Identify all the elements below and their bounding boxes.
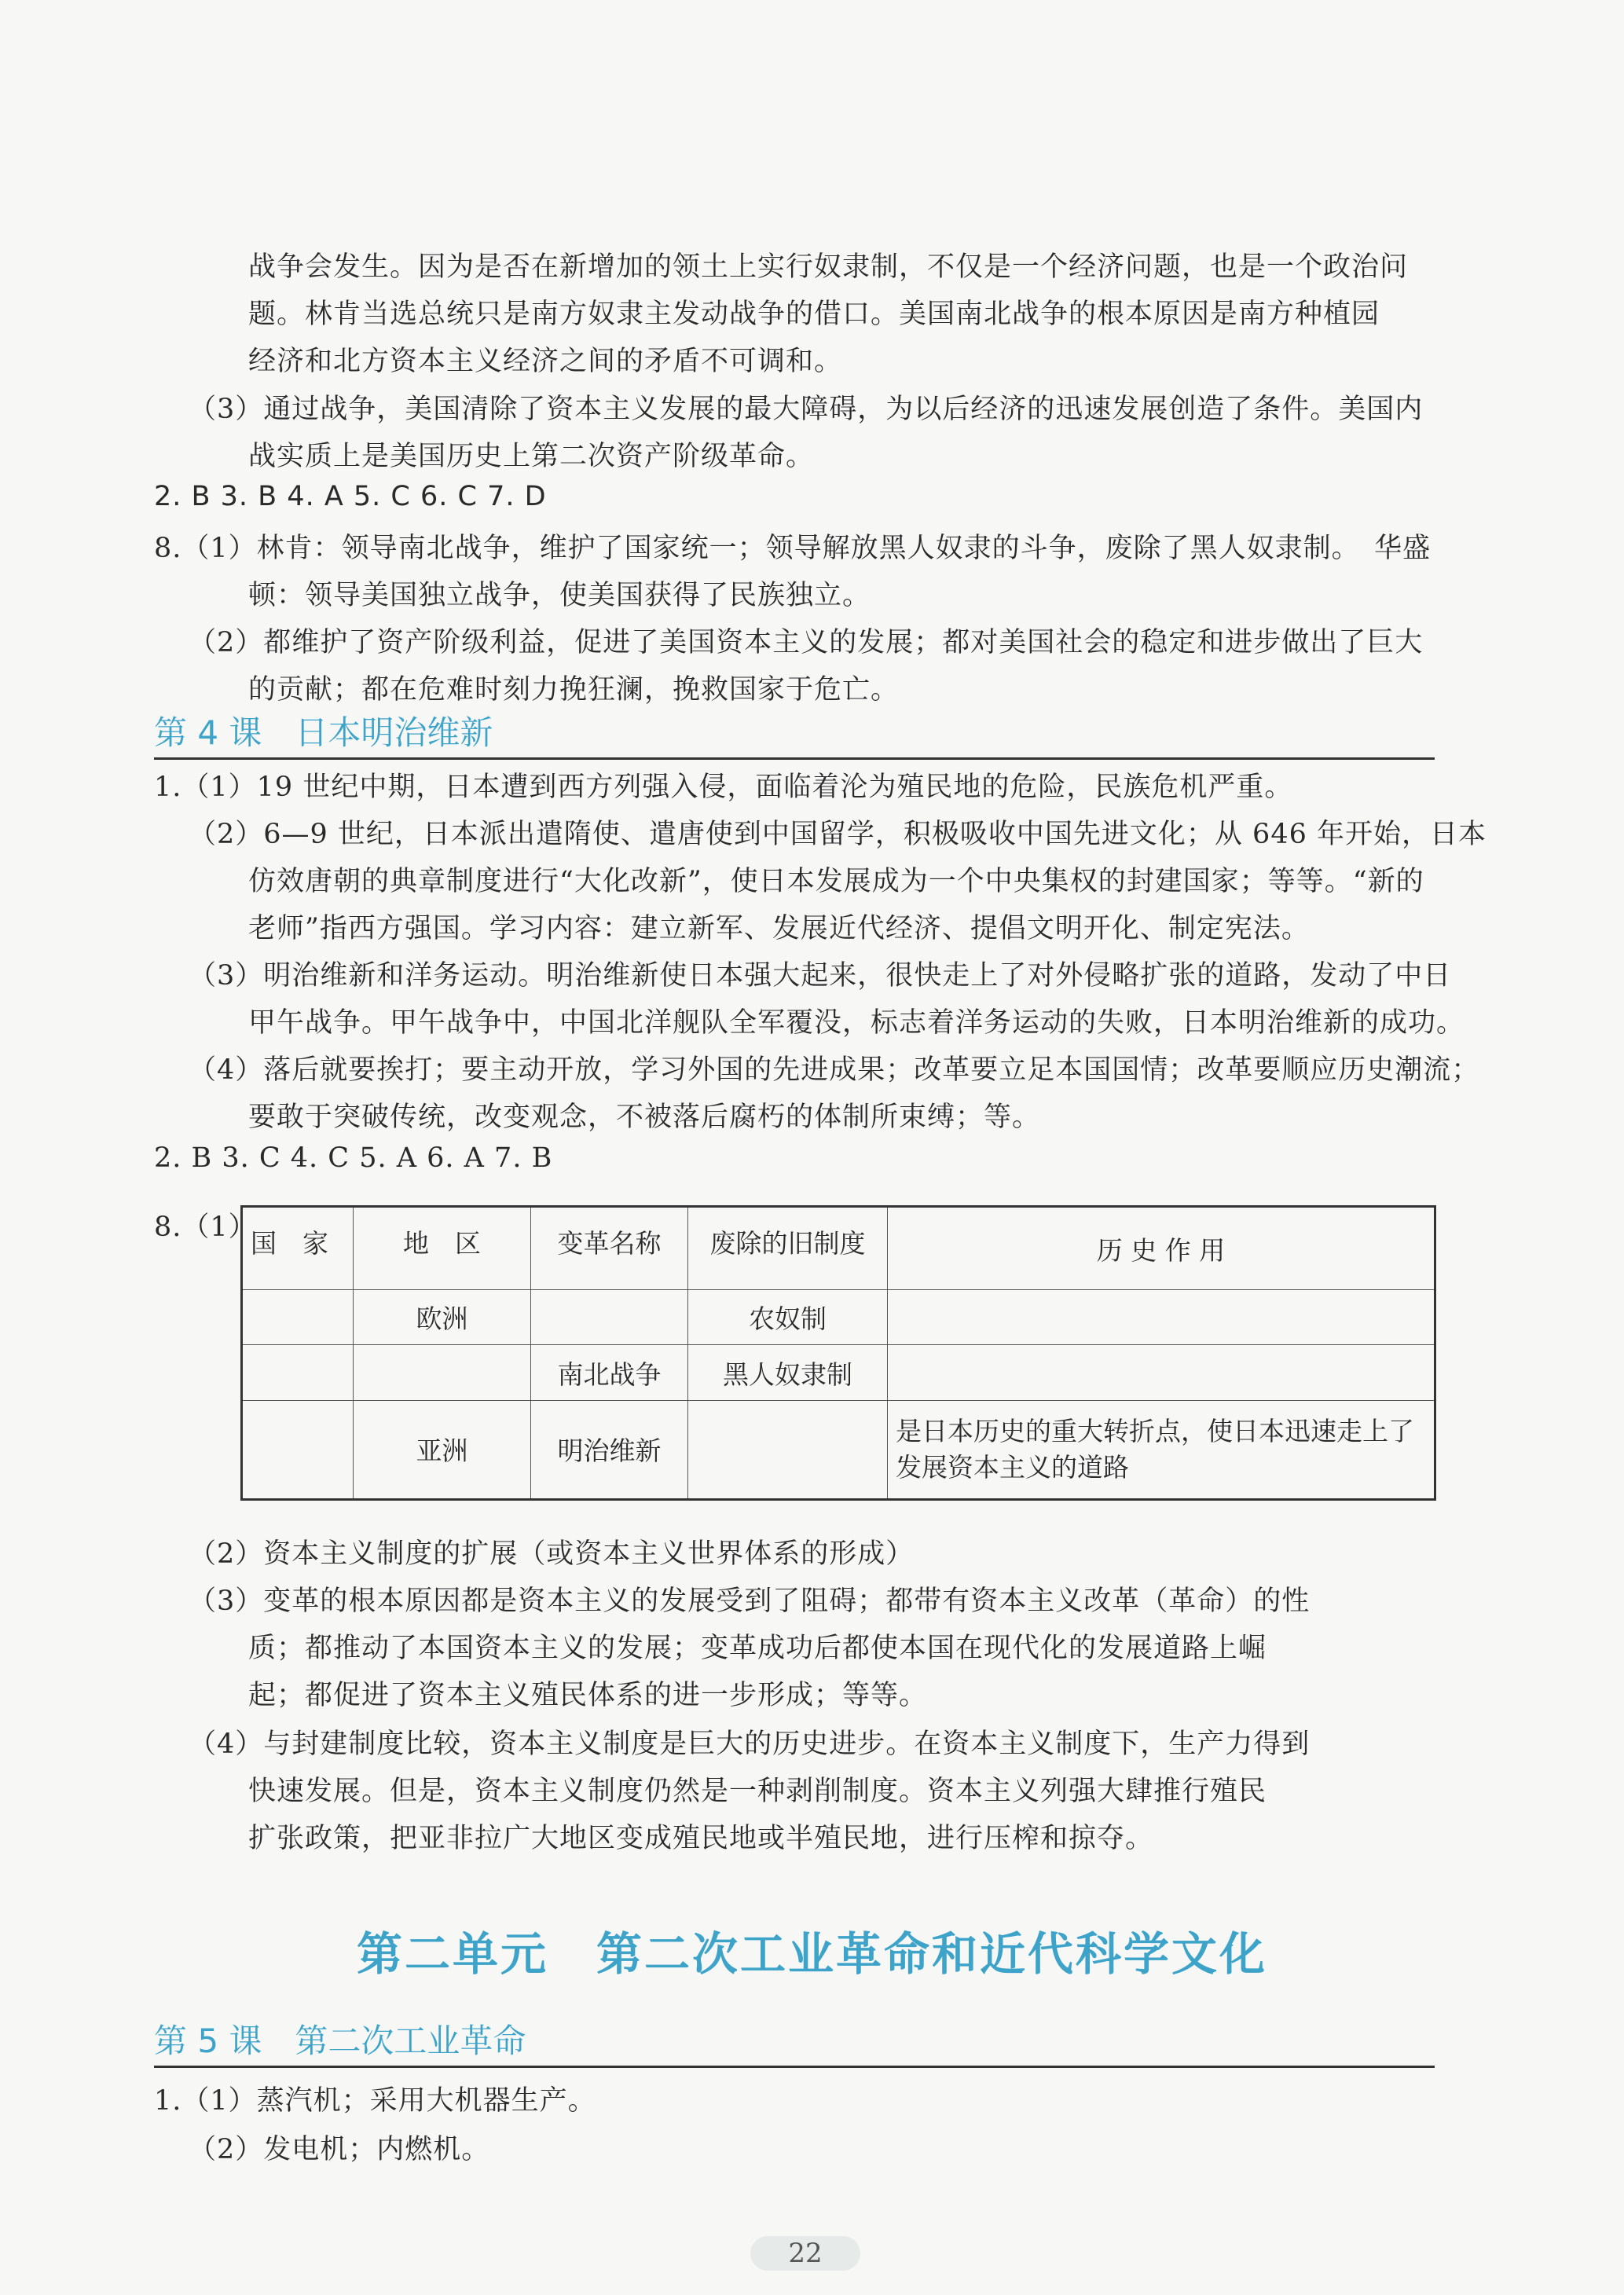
text-line: （2）发电机；内燃机。 [189,2134,490,2165]
text-line: 8.（1）林肯：领导南北战争，维护了国家统一；领导解放黑人奴隶的斗争，废除了黑人奴隶制。 华盛 [154,533,1432,564]
table-cell [242,1345,354,1400]
mc-answers: 2. B 3. C 4. C 5. A 6. A 7. B [154,1142,553,1174]
text-line: 经济和北方资本主义经济之间的矛盾不可调和。 [248,346,843,377]
text-line: （2）都维护了资产阶级利益，促进了美国资本主义的发展；都对美国社会的稳定和进步做出了巨大 [189,627,1424,658]
table-cell [354,1345,531,1400]
text-line: （4）与封建制度比较，资本主义制度是巨大的历史进步。在资本主义制度下，生产力得到 [189,1729,1311,1760]
text-line: （2）6—9 世纪，日本派出遣隋使、遣唐使到中国留学，积极吸收中国先进文化；从 646 年开始，日本 [189,819,1487,850]
lesson-4-heading: 第 4 课 日本明治维新 [154,707,1435,760]
table-cell [242,1290,354,1345]
table-cell: 欧洲 [354,1290,531,1345]
text-line: 扩张政策，把亚非拉广大地区变成殖民地或半殖民地，进行压榨和掠夺。 [248,1823,1154,1854]
text-line: （3）变革的根本原因都是资本主义的发展受到了阻碍；都带有资本主义改革（革命）的性 [189,1586,1311,1617]
text-line: 题。林肯当选总统只是南方奴隶主发动战争的借口。美国南北战争的根本原因是南方种植园 [248,299,1380,330]
table-cell: 黑人奴隶制 [688,1345,888,1400]
reform-comparison-table [240,1205,1436,1501]
table-cell: 亚洲 [354,1400,531,1499]
text-line: 要敢于突破传统，改变观念，不被落后腐朽的体制所束缚；等。 [248,1102,1041,1133]
text-line: （4）落后就要挨打；要主动开放，学习外国的先进成果；改革要立足本国国情；改革要顺应历史潮流； [189,1054,1480,1086]
text-line: 顿：领导美国独立战争，使美国获得了民族独立。 [248,580,871,611]
unit-2-heading: 第二单元 第二次工业革命和近代科学文化 [356,1927,1267,1981]
text-line: 甲午战争。甲午战争中，中国北洋舰队全军覆没，标志着洋务运动的失败，日本明治维新的成功。 [248,1007,1465,1039]
table-cell: 是日本历史的重大转折点，使日本迅速走上了发展资本主义的道路 [888,1400,1435,1499]
table-row [242,1290,1435,1345]
header-cell: 地 区 [354,1207,531,1290]
header-cell: 变革名称 [531,1207,688,1290]
text-line: （3）明治维新和洋务运动。明治维新使日本强大起来，很快走上了对外侵略扩张的道路，发动了中日 [189,960,1452,992]
table-cell: 南北战争 [531,1345,688,1400]
text-line: 起；都促进了资本主义殖民体系的进一步形成；等等。 [248,1680,928,1711]
text-line: 仿效唐朝的典章制度进行“大化改新”，使日本发展成为一个中央集权的封建国家；等等。“新的 [248,866,1424,897]
header-cell: 国 家 [242,1207,354,1290]
page-number: 22 [750,2236,860,2271]
mc-answers: 2. B 3. B 4. A 5. C 6. C 7. D [154,481,547,512]
question-label: 8.（1） [154,1212,257,1243]
table-cell: 农奴制 [688,1290,888,1345]
table-cell [242,1400,354,1499]
text-line: 战争会发生。因为是否在新增加的领土上实行奴隶制，不仅是一个经济问题，也是一个政治问 [248,251,1409,283]
table-cell [888,1290,1435,1345]
table-cell: 明治维新 [531,1400,688,1499]
table-row [242,1400,1435,1499]
text-line: （3）通过战争，美国清除了资本主义发展的最大障碍，为以后经济的迅速发展创造了条件。美国内 [189,394,1424,425]
text-line: 战实质上是美国历史上第二次资产阶级革命。 [248,441,815,472]
text-line: （2）资本主义制度的扩展（或资本主义世界体系的形成） [189,1538,915,1570]
header-cell: 废除的旧制度 [688,1207,888,1290]
lesson-5-heading: 第 5 课 第二次工业革命 [154,2015,1435,2068]
text-line: 老师”指西方强国。学习内容：建立新军、发展近代经济、提倡文明开化、制定宪法。 [248,913,1310,944]
text-line: 的贡献；都在危难时刻力挽狂澜，挽救国家于危亡。 [248,674,900,706]
text-line: 1.（1）蒸汽机；采用大机器生产。 [154,2085,596,2117]
table-header-row [242,1207,1435,1290]
text-line: 质；都推动了本国资本主义的发展；变革成功后都使本国在现代化的发展道路上崛 [248,1633,1267,1664]
table-row [242,1345,1435,1400]
table-cell [888,1345,1435,1400]
header-cell: 历 史 作 用 [888,1207,1435,1290]
text-line: 1.（1）19 世纪中期，日本遭到西方列强入侵，面临着沦为殖民地的危险，民族危机严重。 [154,772,1293,803]
table-cell [688,1400,888,1499]
text-line: 快速发展。但是，资本主义制度仍然是一种剥削制度。资本主义列强大肆推行殖民 [248,1776,1267,1807]
table-cell [531,1290,688,1345]
